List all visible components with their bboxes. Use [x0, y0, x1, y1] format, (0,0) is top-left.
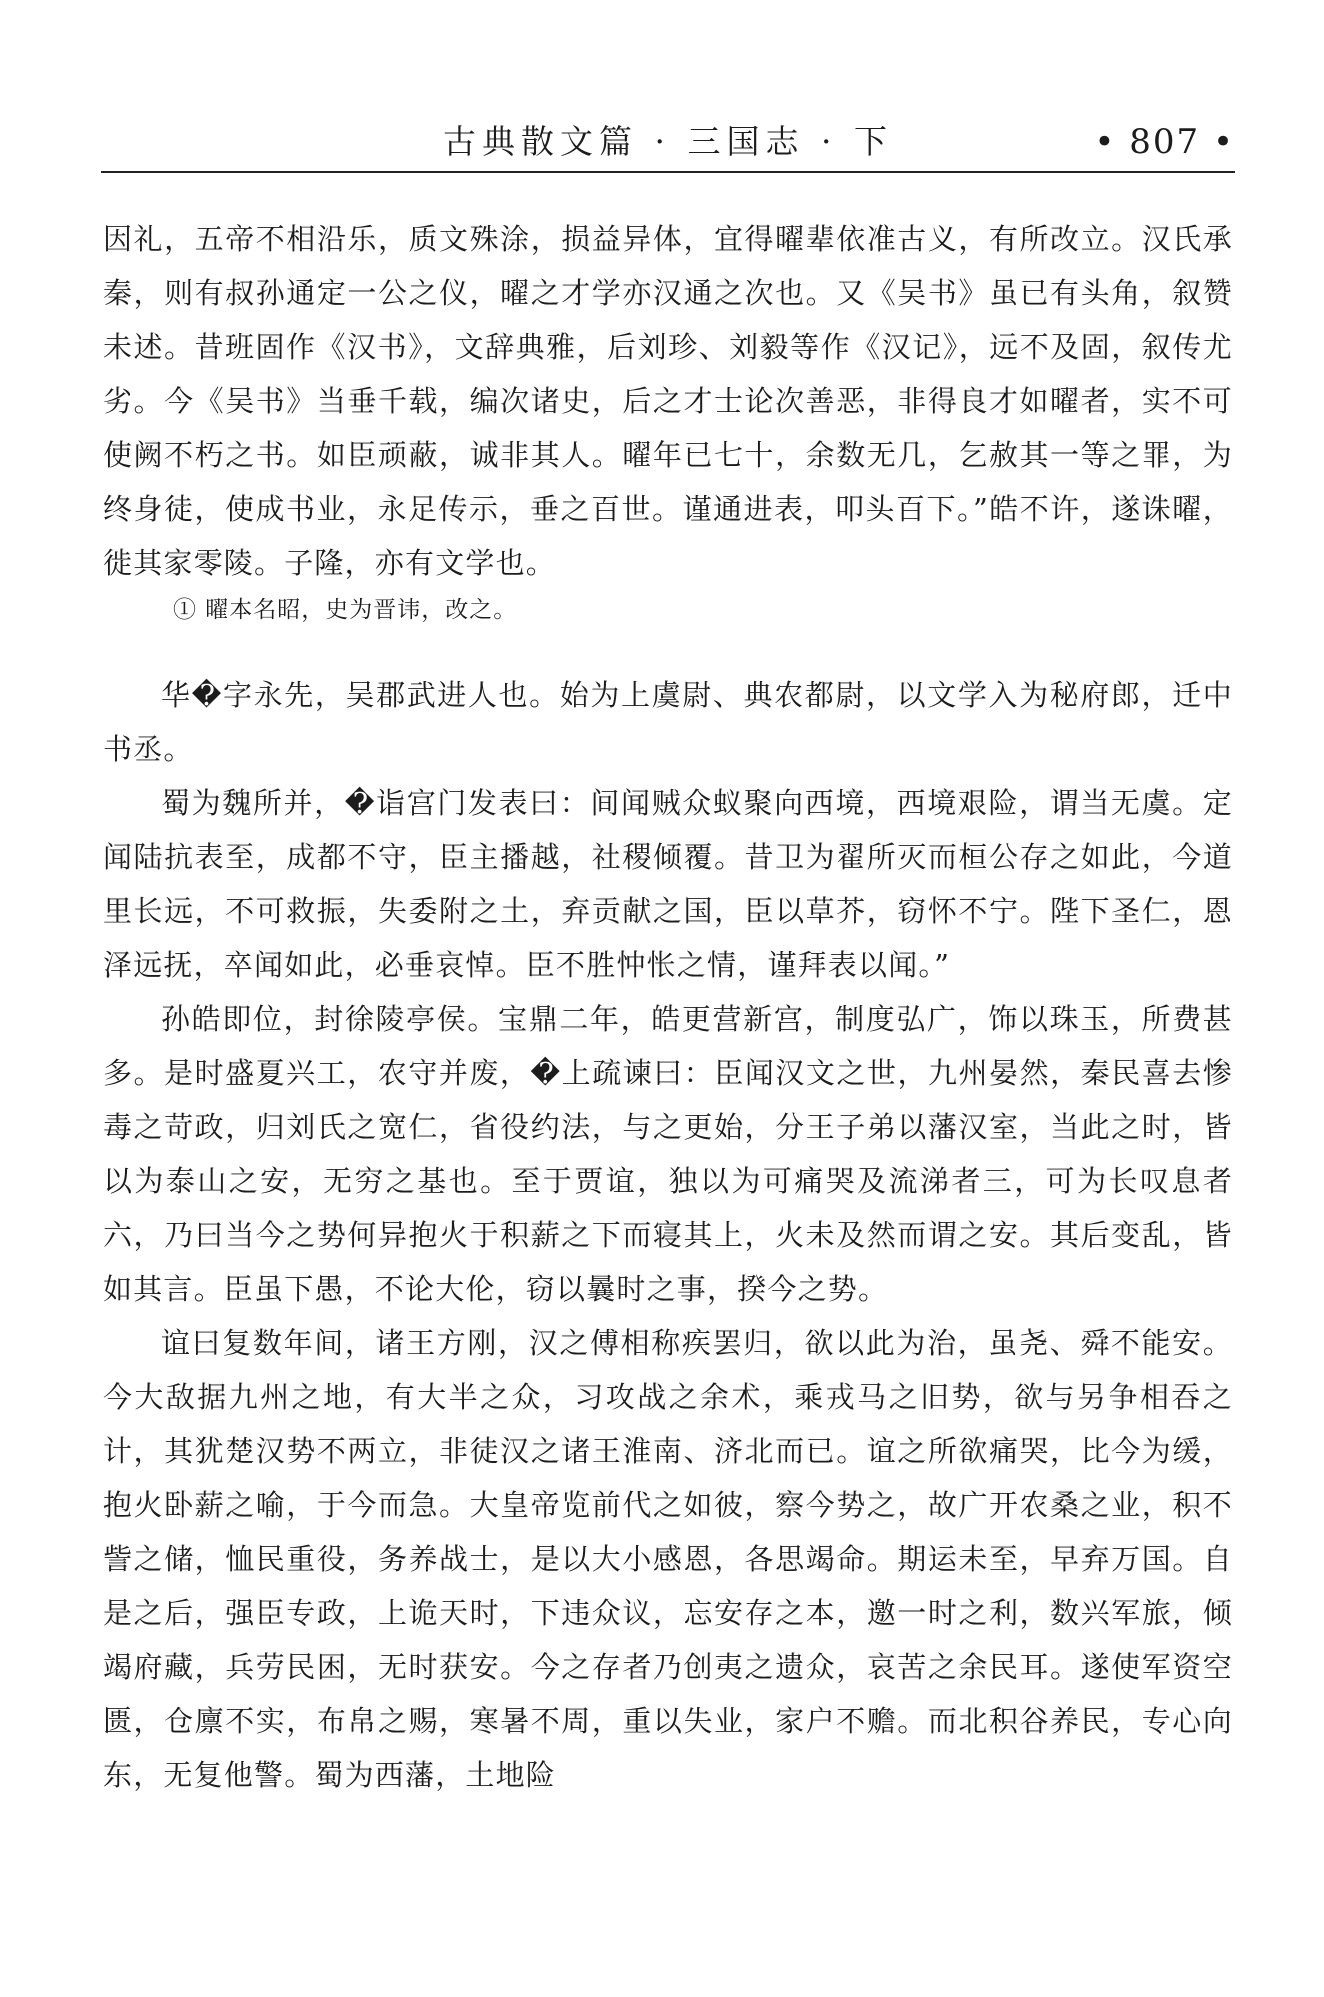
- running-header: [103, 112, 1235, 172]
- footnote: ① 曜本名昭，史为晋讳，改之。: [173, 597, 518, 623]
- header-rule: [101, 171, 1235, 173]
- body-text: [103, 212, 1233, 1802]
- paragraph: 华�字永先，吴郡武进人也。始为上虞尉、典农都尉，以文学入为秘府郎，迁中书丞。: [103, 678, 1233, 766]
- running-header-title: 古典散文篇 · 三国志 · 下: [443, 122, 893, 161]
- paragraph: 孙皓即位，封徐陵亭侯。宝鼎二年，皓更营新宫，制度弘广，饰以珠玉，所费甚多。是时盛夏兴工，农守并废，�上疏谏曰：臣闻汉文之世，九州晏然，秦民喜去惨毒之苛政，归刘氏之宽仁，省役约法，与之更始，分王子弟以藩汉室，当此之时，皆以为泰山之安，无穷之基也。至于贾谊，独以为可痛哭及流涕者三，可为长叹息者六，乃曰当今之势何异抱火于积薪之下而寝其上，火未及然而谓之安。其后变乱，皆如其言。臣虽下愚，不论大伦，窃以曩时之事，揆今之势。: [103, 1002, 1233, 1306]
- paragraph: 谊曰复数年间，诸王方刚，汉之傅相称疾罢归，欲以此为治，虽尧、舜不能安。今大敌据九州之地，有大半之众，习攻战之余术，乘戎马之旧势，欲与另争相吞之计，其犹楚汉势不两立，非徒汉之诸王淮南、济北而已。谊之所欲痛哭，比今为缓，抱火卧薪之喻，于今而急。大皇帝览前代之如彼，察今势之，故广开农桑之业，积不訾之储，恤民重役，务养战士，是以大小感恩，各思竭命。期运未至，早弃万国。自是之后，强臣专政，上诡天时，下违众议，忘安存之本，邀一时之利，数兴军旅，倾竭府藏，兵劳民困，无时获安。今之存者乃创夷之遗众，哀苦之余民耳。遂使军资空匮，仓廪不实，布帛之赐，寒暑不周，重以失业，家户不赡。而北积谷养民，专心向东，无复他警。蜀为西藩，土地险: [103, 1326, 1233, 1792]
- section-gap: [103, 630, 1233, 668]
- paragraph: 蜀为魏所并，�诣宫门发表曰：间闻贼众蚁聚向西境，西境艰险，谓当无虞。定闻陆抗表至，成都不守，臣主播越，社稷倾覆。昔卫为翟所灭而桓公存之如此，今道里长远，不可救振，失委附之土，弃贡献之国，臣以草芥，窃怀不宁。陛下圣仁，恩泽远抚，卒闻如此，必垂哀悼。臣不胜忡怅之情，谨拜表以闻。”: [103, 786, 1233, 982]
- paragraph: 因礼，五帝不相沿乐，质文殊涂，损益异体，宜得曜辈依准古义，有所改立。汉氏承秦，则有叔孙通定一公之仪，曜之才学亦汉通之次也。又《吴书》虽已有头角，叙赞未述。昔班固作《汉书》，文辞典雅，后刘珍、刘毅等作《汉记》，远不及固，叙传尤劣。今《吴书》当垂千载，编次诸史，后之才士论次善恶，非得良才如曜者，实不可使阙不朽之书。如臣顽蔽，诚非其人。曜年已七十，余数无几，乞赦其一等之罪，为终身徒，使成书业，永足传示，垂之百世。谨通进表，叩头百下。”皓不许，遂诛曜，徙其家零陵。子隆，亦有文学也。: [103, 222, 1233, 580]
- page-number: • 807 •: [1094, 122, 1235, 162]
